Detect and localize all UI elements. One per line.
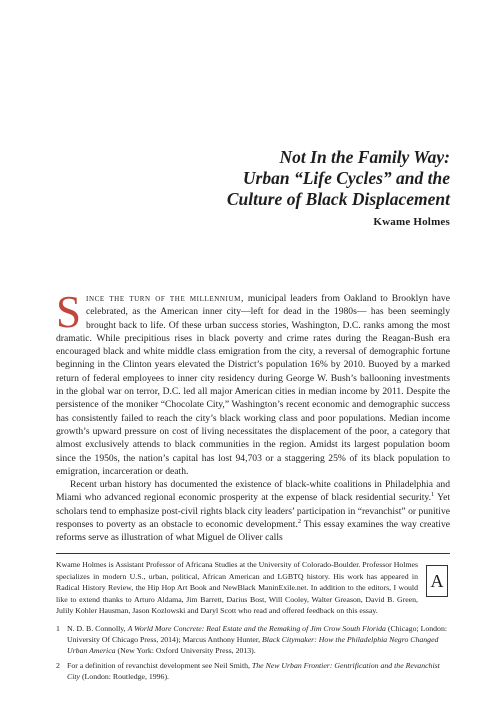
lead-in-smallcaps: ince the turn of the millennium,	[86, 293, 244, 304]
footnote-text: N. D. B. Connolly,	[67, 624, 128, 633]
paragraph-1-text: municipal leaders from Oakland to Brooklyn have celebrated, as the American inner city—left for dead in the 1980s— has been seemingly brought back to life. Of these urban success stories, Washington, D.C. ranks among the most dramatic. While precipitious rises in black poverty and crime rates during the Reagan-Bush era encouraged black and white middle class emigration from the city, a reversal of demographic fortune beginning in the Clinton years elevated the District’s population 16% by 2010. Buoyed by a marked return of federal employees to inner city residency during George W. Bush’s ballooning investments in the global war on terror, D.C. led all major American cities in median income by 2011. Despite the persistence of the moniker “Chocolate City,” Washington’s recent economic and demographic success has consistently failed to reach the city’s black working class and poor populations. Median income growth’s upward pressure on cost of living necessitates the displacement of the poor, a category that almost exclusively attends to black communities in the region. Amidst its largest population boom since the 1950s, the nation’s capital has lost 94,703 or a staggering 25% of its black population to emigration, incarceration or death.	[56, 293, 450, 477]
paragraph-2-text-b: Yet scholars tend to emphasize post-civil rights black city leaders’ participation in “revanchist” or punitive responses to poverty as an obstacle to economic development.	[56, 492, 450, 531]
footnote-ref-2[interactable]: 2	[297, 517, 302, 525]
paragraph-2-text-c: This essay examines the way creative reforms serve as illustration of what Miguel de Oliver calls	[56, 519, 451, 544]
footnote-book-title: Black Citymaker: How the Philadelphia Negro Changed Urban America	[67, 635, 439, 656]
author-bio	[56, 559, 450, 617]
footnote-ref-1[interactable]: 1	[430, 491, 435, 499]
footnote-1	[56, 623, 450, 657]
footnote-text: (Chicago; London: University Of Chicago Press, 2014); Marcus Anthony Hunter,	[67, 624, 448, 645]
article-header	[56, 147, 450, 228]
footnote-text: For a definition of revanchist development see Neil Smith,	[67, 660, 252, 670]
footnote-number: 2	[56, 660, 60, 670]
author-bio-text: Kwame Holmes is Assistant Professor of Africana Studies at the University of Colorado-Boulder. Professor Holmes specializes in modern U.S., urban, political, African American and LGBTQ history. His work has appeared in Radical History Review, the Hip Hop Art Book and NewBlack ManinExile.net. In addition to the editors, I would like to extend thanks to Arturo Aldama, Jim Barrett, Darius Bost, Will Cooley, Walter Greason, David B. Green, Julily Kohler Hausman, Jason Kozlowski and Daryl Scott who read and offered feedback on this essay.	[56, 560, 418, 616]
article-body	[56, 287, 451, 545]
article-title-line-2: Urban “Life Cycles” and the	[242, 168, 450, 188]
paragraph-2-text-a: Recent urban history has documented the existence of black-white coalitions in Philadelphia and Miami who advanced regional economic prosperity at the expense of black residential security.	[56, 479, 450, 504]
paragraph-1	[56, 287, 450, 478]
footnote-number: 1	[56, 624, 60, 633]
footnotes	[56, 623, 450, 685]
article-title-line-3: Culture of Black Displacement	[226, 189, 450, 209]
footnote-text: (London: Routledge, 1996).	[80, 671, 170, 681]
footnote-book-title: The New Urban Frontier: Gentrification and the Revanchist City	[67, 660, 440, 681]
publisher-logo-icon: A	[426, 565, 448, 597]
paragraph-2	[56, 478, 450, 544]
article-title-line-1: Not In the Family Way:	[279, 147, 450, 167]
footnote-book-title: A World More Concrete: Real Estate and the Remaking of Jim Crow South Florida	[127, 624, 386, 633]
footnote-text: (New York: Oxford University Press, 2013).	[115, 646, 256, 656]
footnote-divider	[56, 553, 450, 554]
author-name: Kwame Holmes	[373, 216, 450, 228]
drop-cap: S	[56, 287, 82, 337]
footnote-2	[56, 660, 450, 682]
